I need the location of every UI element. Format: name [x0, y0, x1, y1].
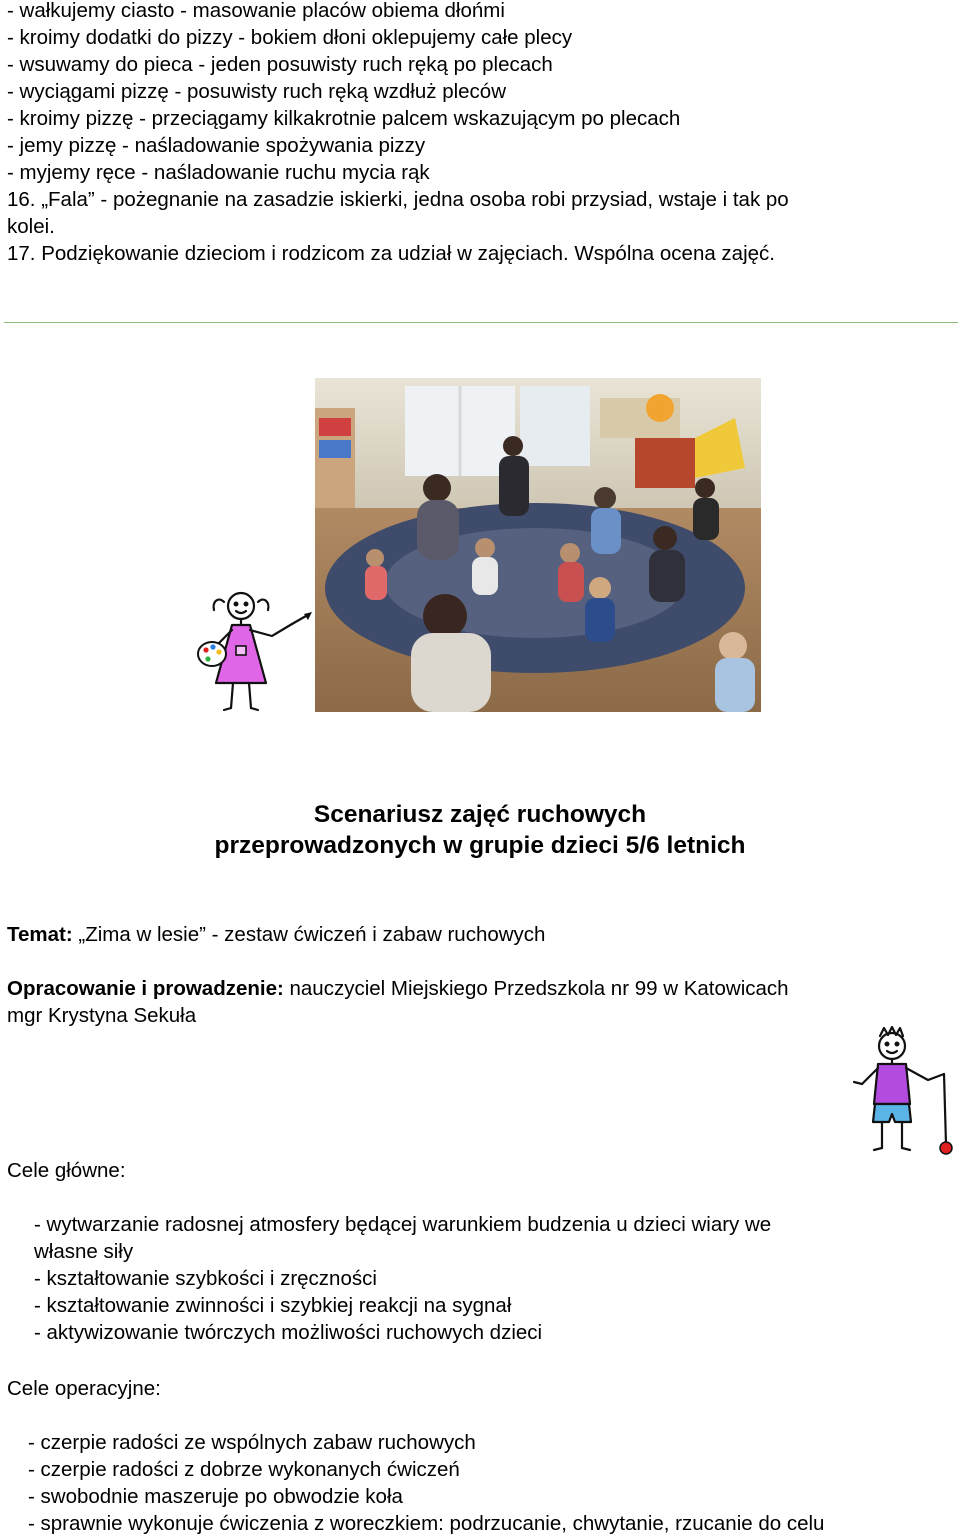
list-item: - jemy pizzę - naśladowanie spożywania pizzy [7, 134, 426, 157]
list-item: - kroimy pizzę - przeciągamy kilkakrotnie palcem wskazującym po plecach [7, 107, 681, 130]
list-item: - sprawnie wykonuje ćwiczenia z woreczkiem: podrzucanie, chwytanie, rzucanie do celu [28, 1512, 825, 1535]
list-item: - wyciągami pizzę - posuwisty ruch ręką wzdłuż pleców [7, 80, 507, 103]
list-item: - kształtowanie szybkości i zręczności [34, 1267, 377, 1290]
list-item: - kroimy dodatki do pizzy - bokiem dłoni oklepujemy całe plecy [7, 26, 573, 49]
classroom-photo [315, 378, 761, 712]
author-row [7, 975, 789, 1002]
classroom-photo-image [315, 378, 761, 712]
page-subtitle: przeprowadzonych w grupie dzieci 5/6 letnich [214, 832, 746, 859]
list-item: - swobodnie maszeruje po obwodzie koła [28, 1485, 403, 1508]
list-item: - czerpie radości z dobrze wykonanych ćwiczeń [28, 1458, 460, 1481]
list-item: - wałkujemy ciasto - masowanie placów obiema dłońmi [7, 0, 505, 22]
step-16-line2: kolei. [7, 215, 55, 238]
list-item: - kształtowanie zwinności i szybkiej reakcji na sygnał [34, 1294, 512, 1317]
topic-row [7, 921, 545, 948]
step-17: 17. Podziękowanie dzieciom i rodzicom za udział w zajęciach. Wspólna ocena zajęć. [7, 242, 775, 265]
author-label: Opracowanie i prowadzenie: [7, 977, 284, 1000]
list-item: - myjemy ręce - naśladowanie ruchu mycia rąk [7, 161, 430, 184]
boy-yoyo-clipart [850, 1026, 956, 1158]
list-item: - wsuwamy do pieca - jeden posuwisty ruch ręką po plecach [7, 53, 553, 76]
list-item: - aktywizowanie twórczych możliwości ruchowych dzieci [34, 1321, 543, 1344]
topic-label: Temat: [7, 923, 73, 946]
list-item: - czerpie radości ze wspólnych zabaw ruchowych [28, 1431, 476, 1454]
main-goals-heading: Cele główne: [7, 1159, 126, 1182]
list-item: własne siły [34, 1240, 134, 1263]
author-name: mgr Krystyna Sekuła [7, 1004, 197, 1027]
topic-value: „Zima w lesie” - zestaw ćwiczeń i zabaw ruchowych [72, 923, 546, 946]
author-value: nauczyciel Miejskiego Przedszkola nr 99 w Katowicach [283, 977, 789, 1000]
page-title: Scenariusz zajęć ruchowych [313, 801, 647, 828]
step-16-line1: 16. „Fala” - pożegnanie na zasadzie iskierki, jedna osoba robi przysiad, wstaje i tak po [7, 188, 789, 211]
operational-goals-heading: Cele operacyjne: [7, 1377, 161, 1400]
list-item: - wytwarzanie radosnej atmosfery będącej warunkiem budzenia u dzieci wiary we [34, 1213, 772, 1236]
girl-painter-clipart [196, 588, 316, 713]
section-divider [4, 322, 958, 323]
